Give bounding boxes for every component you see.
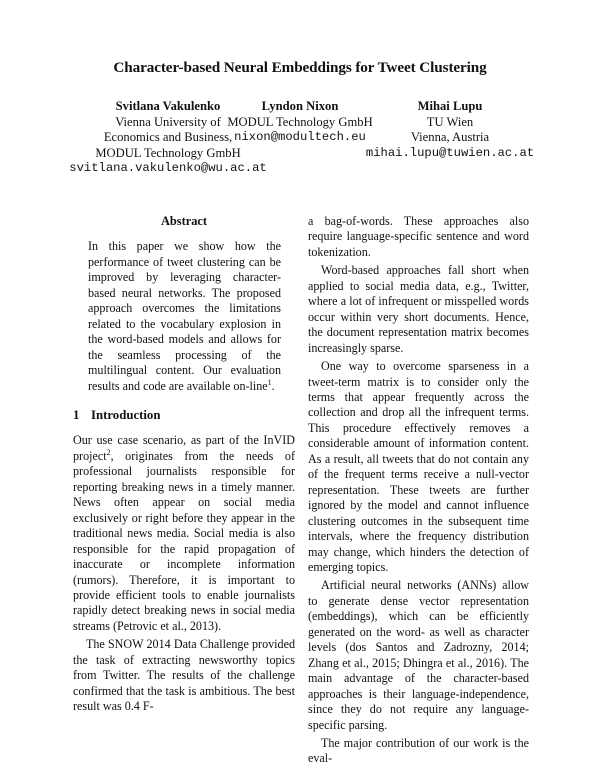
left-column — [73, 214, 295, 718]
abstract-heading: Abstract — [160, 214, 208, 228]
author-email: nixon@modultech.eu — [234, 130, 366, 144]
author-affiliation: MODUL Technology GmbH — [95, 145, 241, 160]
paragraph: Our use case scenario, as part of the InVID project$^2$, originates from the needs of professional journalists responsible for reporting breaking news in a timely manner. News often appear on social media exclusively or right before they appear in the traditional news media. Social media is also responsible for the rapid propagation of inaccurate or incomplete information (rumors). Therefore, it is important to provide efficient tools to enable journalists rapidly detect breaking news in social media streams (Petrovic et al., 2013). — [73, 433, 295, 633]
author-name: Mihai Lupu — [417, 99, 483, 113]
right-column — [308, 214, 529, 770]
paragraph: Artificial neural networks (ANNs) allow to generate dense vector representation (embeddings), which can be efficiently generated on the word- as well as character levels (dos Santos and Zadrozny, 2014; Zhang et al., 2015; Dhingra et al., 2016). The main advantage of the character-based approaches is their language-independence, since they do not require any language-specific parsing. — [308, 578, 529, 732]
paragraph: One way to overcome sparseness in a tweet-term matrix is to consider only the terms that appear frequently across the collection and drop all the infrequent terms. This procedure effectively removes a considerable amount of information content. As a result, all tweets that do not contain any of the frequent terms receive a null-vector representation. These tweets are further ignored by the model and cannot influence clustering outcomes in the subsequent time intervals, where the frequency distribution may change, which hinders the detection of emerging topics. — [308, 359, 529, 574]
author-affiliation: MODUL Technology GmbH — [227, 114, 373, 129]
author-affiliation: TU Wien — [426, 114, 474, 129]
footnote-mark: 2 — [106, 447, 111, 457]
footnote-mark: 1 — [267, 377, 272, 387]
author-affiliation: Economics and Business, — [103, 130, 233, 144]
paper-title: Character-based Neural Embeddings for Tweet Clustering — [113, 59, 487, 76]
author-name: Lyndon Nixon — [261, 99, 339, 113]
section-heading: 1 Introduction — [73, 407, 161, 422]
abstract-text: In this paper we show how the performance of tweet clustering can be improved by leveraging character-based neural networks. The proposed approach overcomes the limitations related to the vocabulary explosion in the word-based models and allows for the seamless processing of the multilingual content. Our evaluation results and code are available on-line$^1$. — [88, 239, 281, 393]
author-email: mihai.lupu@tuwien.ac.at — [365, 145, 535, 160]
author-affiliation: Vienna, Austria — [410, 130, 490, 144]
author-name: Svitlana Vakulenko — [115, 99, 221, 113]
paragraph: The major contribution of our work is the eval- — [308, 735, 529, 766]
paragraph: a bag-of-words. These approaches also require language-specific sentence and word tokenization. — [308, 214, 529, 259]
author-block-3 — [355, 99, 545, 161]
author-affiliation: Vienna University of — [115, 114, 221, 129]
author-email: svitlana.vakulenko@wu.ac.at — [69, 161, 267, 175]
paragraph: The SNOW 2014 Data Challenge provided the task of extracting newsworthy topics from Twitter. The results of the challenge confirmed that the task is ambitious. The best result was 0.4 F- — [73, 637, 295, 714]
paragraph: Word-based approaches fall short when applied to social media data, e.g., Twitter, where a lot of infrequent or misspelled words occur within very short documents. Hence, the document representation matrix becomes increasingly sparse. — [308, 263, 529, 355]
